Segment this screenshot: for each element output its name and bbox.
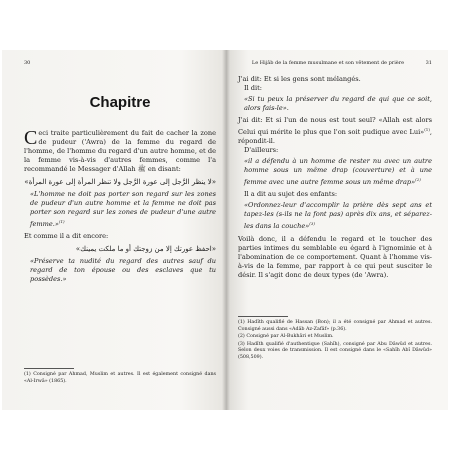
running-header: Le Hijâb de la femme musulmane et son vêtement de prière	[251, 60, 405, 66]
chapter-title: Chapitre	[89, 94, 151, 111]
footnote-1: (1) Consigné par Ahmad, Muslim et autres. Il est également consigné dans «Al-Irwâ» (1865).	[24, 372, 216, 384]
left-page-header	[24, 60, 216, 72]
footnote-ref-r2: (2)	[415, 177, 421, 183]
dialogue-line-3: J'ai dit: Et si l'un de nous est tout seul? «Allah est alors Celui qui mérite le plus que l'on soit pudique avec Lui»$^{(1)}$, répondit-il.	[238, 116, 432, 146]
left-footnotes	[24, 360, 216, 386]
quote-translation-2: «Préserve ta nudité du regard des autres sauf du regard de ton épouse ou des esclaves que tu possèdes.»	[30, 257, 216, 284]
right-page	[226, 50, 448, 410]
conclusion-paragraph: Voilà donc, il a défendu le regard et le toucher des parties intimes du semblable eu égard à l'ignominie et à l'abomination de ce comportement. Quant à l'homme vis-à-vis de la femme, par rapport à ce qui peut susciter le désir. Il s'agit donc de deux types (de 'Awra).	[238, 234, 432, 279]
footnote-ref-r1: (1)	[424, 127, 430, 132]
open-book	[0, 50, 450, 410]
footnote-r2: (2) Consigné par Al-Bukhâri et Muslim.	[238, 334, 334, 339]
right-page-number: 31	[425, 60, 432, 66]
quote-translation-1: «L'homme ne doit pas porter son regard sur les zones de pudeur d'un autre homme et la femme ne doit pas porter son regard sur les zones de pudeur d'une autre femme.»$^{(1)}$	[30, 190, 216, 229]
arabic-hadith-1: «لا ينظر الرَّجل إلى عورة الرَّجل ولا تنظر المرأة إلى عورة المرأة»	[24, 178, 216, 186]
footnote-rule	[24, 368, 74, 369]
footnote-ref-r3: (3)	[309, 221, 315, 227]
footnote-ref-1: (1)	[58, 219, 65, 224]
dialogue-line-1: J'ai dit: Et si les gens sont mélangés.	[238, 75, 361, 83]
quote-1: «Si tu peux la préserver du regard de qui que ce soit, alors fais-le».	[244, 95, 432, 112]
intro-paragraph: Ceci traite particulièrement du fait de cacher la zone de pudeur ('Awra) de la femme du regard de l'homme, de l'homme du regard d'un autre homme, et de la femme vis-à-vis d'autres femmes, comme l'a recommandé le Messager d'Allah ﷺ en disant:	[24, 127, 216, 173]
quote-2: «il a défendu à un homme de rester nu avec un autre homme sous un même drap (couverture) et à une femme avec une autre femme sous un même drap»$^{(2)}$	[244, 157, 432, 187]
right-page-header	[238, 60, 432, 72]
quote-3: «Ordonnez-leur d'accomplir la prière dès sept ans et tapez-les (s-ils ne la font pas) après dix ans, et séparez-les dans la couche»$^{(3)}$	[244, 201, 432, 231]
book-gutter	[222, 50, 230, 410]
dialogue-line-5: Il a dit au sujet des enfants:	[244, 190, 338, 199]
right-footnotes	[238, 308, 432, 362]
transition-paragraph: Et comme il a dit encore:	[24, 232, 109, 241]
dialogue-line-4: D'ailleurs:	[244, 146, 279, 155]
left-page-number: 30	[24, 60, 31, 66]
footnote-rule-right	[238, 316, 288, 317]
arabic-hadith-2: «احفظ عورتك إلا من زوجتك أو ما ملكت يمينك»	[75, 245, 216, 254]
drop-cap: C	[24, 127, 38, 149]
dialogue-line-2: Il dit:	[244, 84, 263, 92]
footnote-r1: (1) Hadîth qualifié de Hassan (Bon); il a été consigné par Ahmad et autres. Consigné aussi dans «Adâb Az-Zafâf» (p.36).	[238, 320, 432, 332]
left-page	[2, 50, 226, 410]
footnote-r3: (3) Hadîth qualifié d'authentique (Sahîh), consigné par Abu Dâwûd et autres. Selon deux voies de transmission. Il est consigné dans le «Sahîh Abî Dâwûd» (508,509).	[238, 341, 432, 360]
